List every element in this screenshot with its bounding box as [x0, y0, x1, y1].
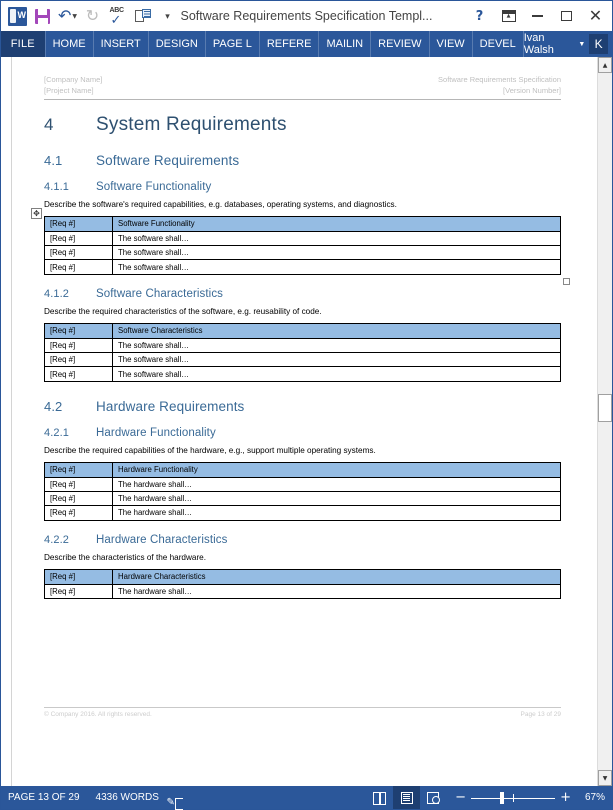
heading-4-2: [44, 399, 561, 414]
table-header-title: Software Functionality: [113, 217, 561, 231]
zoom-control: [455, 791, 605, 804]
heading-text-4-1: Software Requirements: [96, 152, 240, 168]
heading-number-4-2-2: 4.2.2: [44, 533, 69, 546]
heading-text-4-2-2: Hardware Characteristics: [96, 533, 228, 546]
status-bar-right: [366, 786, 605, 809]
requirements-table-software-functionality[interactable]: [44, 216, 561, 275]
table-resize-handle-icon[interactable]: [563, 278, 570, 285]
spelling-icon[interactable]: ABC ✓: [109, 7, 124, 28]
requirements-table-hardware-characteristics[interactable]: [44, 569, 561, 599]
heading-text-4-2: Hardware Requirements: [96, 398, 245, 414]
table-row[interactable]: [45, 367, 561, 381]
header-version-number: [Version Number]: [503, 85, 561, 95]
tab-review[interactable]: REVIEW: [371, 31, 429, 57]
vertical-scrollbar[interactable]: [597, 57, 612, 786]
customize-qat-icon[interactable]: ▾: [165, 10, 170, 21]
table-move-handle-icon[interactable]: ✥: [31, 208, 42, 219]
table-header-title: Hardware Functionality: [113, 463, 561, 477]
ribbon-tabs: [45, 31, 524, 57]
zoom-out-button[interactable]: −: [455, 790, 467, 805]
print-preview-icon[interactable]: [131, 5, 154, 27]
table-wrapper-4-1-1: [33, 208, 561, 275]
print-layout-view-button[interactable]: [393, 786, 420, 809]
page-edge-divider: [11, 57, 12, 786]
tab-mailings[interactable]: MAILIN: [319, 31, 371, 57]
table-header-title: Software Characteristics: [113, 324, 561, 338]
document-footer: [44, 707, 561, 718]
table-row[interactable]: [45, 491, 561, 505]
table-header-row: [45, 463, 561, 477]
document-page[interactable]: [22, 57, 583, 786]
body-text-4-1-1: Describe the software's required capabilities, e.g. databases, operating systems, and diagnostics.: [44, 199, 397, 209]
user-name-label[interactable]: Ivan Walsh: [523, 32, 554, 56]
heading-number-4-2-1: 4.2.1: [44, 426, 69, 439]
table-header-row: [45, 217, 561, 231]
table-row[interactable]: [45, 260, 561, 274]
heading-4-1-2: [44, 288, 561, 300]
heading-text-4: System Requirements: [96, 113, 287, 135]
document-canvas[interactable]: [11, 57, 597, 786]
table-row[interactable]: [45, 338, 561, 352]
status-bar: PAGE 13 OF 29 4336 WORDS ✎ − + 67%: [1, 786, 612, 809]
table-header-req: [Req #]: [45, 324, 113, 338]
left-margin-gutter: [1, 57, 11, 786]
table-cell-req[interactable]: [Req #]: [45, 338, 113, 352]
table-cell-text[interactable]: The software shall…: [113, 231, 561, 245]
zoom-slider[interactable]: [471, 792, 555, 804]
close-icon[interactable]: ✕: [588, 6, 603, 25]
scrollbar-thumb[interactable]: [598, 394, 612, 422]
table-cell-text[interactable]: The hardware shall…: [113, 491, 561, 505]
footer-page-number: Page 13 of 29: [520, 711, 561, 718]
heading-number-4-2: 4.2: [44, 398, 63, 414]
document-header: [44, 75, 561, 100]
scrollbar-track[interactable]: [598, 73, 612, 770]
table-row[interactable]: [45, 245, 561, 259]
document-work-area: [1, 57, 612, 786]
tab-references[interactable]: REFERE: [260, 31, 320, 57]
header-company-name: [Company Name]: [44, 75, 103, 84]
heading-number-4: 4: [44, 114, 54, 134]
page-title: [44, 114, 561, 136]
table-row[interactable]: [45, 506, 561, 520]
table-cell-req[interactable]: [Req #]: [45, 506, 113, 520]
heading-4-2-1: [44, 427, 561, 439]
heading-text-4-1-2: Software Characteristics: [96, 287, 224, 300]
table-wrapper-4-2-1: [44, 462, 561, 521]
table-header-row: [45, 324, 561, 338]
table-cell-text[interactable]: The hardware shall…: [113, 477, 561, 491]
heading-4-1-1: [44, 181, 561, 193]
table-row[interactable]: [45, 352, 561, 366]
heading-text-4-2-1: Hardware Functionality: [96, 426, 216, 439]
table-cell-text[interactable]: The hardware shall…: [113, 506, 561, 520]
undo-icon[interactable]: ↶ ▼: [57, 6, 78, 25]
quick-access-toolbar: [1, 5, 179, 27]
table-cell-text[interactable]: The software shall…: [113, 260, 561, 274]
table-header-req: [Req #]: [45, 217, 113, 231]
table-wrapper-4-1-2: [44, 323, 561, 382]
table-header-req: [Req #]: [45, 463, 113, 477]
table-cell-text[interactable]: The hardware shall…: [113, 584, 561, 598]
zoom-slider-thumb[interactable]: [500, 792, 504, 804]
body-text-4-1-2: Describe the required characteristics of the software, e.g. reusability of code.: [44, 306, 322, 316]
requirements-table-software-characteristics[interactable]: [44, 323, 561, 382]
avatar[interactable]: K: [589, 34, 608, 54]
read-mode-view-button[interactable]: [366, 786, 393, 809]
account-area: [524, 31, 612, 57]
heading-4-2-2: [44, 534, 561, 546]
tab-file[interactable]: FILE: [1, 31, 45, 57]
tab-view[interactable]: VIEW: [430, 31, 473, 57]
maximize-icon[interactable]: [552, 2, 581, 30]
body-text-4-2-2: Describe the characteristics of the hardware.: [44, 552, 207, 562]
table-cell-req[interactable]: [Req #]: [45, 231, 113, 245]
table-cell-text[interactable]: The software shall…: [113, 338, 561, 352]
table-cell-text[interactable]: The software shall…: [113, 245, 561, 259]
heading-number-4-1: 4.1: [44, 152, 63, 168]
table-cell-req[interactable]: [Req #]: [45, 491, 113, 505]
table-header-title: Hardware Characteristics: [113, 570, 561, 584]
table-row[interactable]: [45, 477, 561, 491]
window-controls: [465, 1, 612, 31]
web-layout-view-button[interactable]: [420, 786, 447, 809]
help-icon[interactable]: ?: [475, 8, 484, 24]
tab-developer[interactable]: DEVEL: [473, 31, 524, 57]
table-cell-text[interactable]: The software shall…: [113, 352, 561, 366]
table-header-row: [45, 570, 561, 584]
save-icon[interactable]: [31, 5, 54, 27]
body-text-4-2-1: Describe the required capabilities of the hardware, e.g., support multiple operating systems.: [44, 445, 376, 455]
window-title: Software Requirements Specification Templ...: [180, 9, 433, 23]
heading-number-4-1-1: 4.1.1: [44, 180, 69, 193]
table-cell-req[interactable]: [Req #]: [45, 352, 113, 366]
table-header-req: [Req #]: [45, 570, 113, 584]
heading-text-4-1-1: Software Functionality: [96, 180, 212, 193]
tab-insert[interactable]: INSERT: [94, 31, 149, 57]
heading-number-4-1-2: 4.1.2: [44, 287, 69, 300]
tab-page-layout[interactable]: PAGE L: [206, 31, 260, 57]
page-indicator[interactable]: PAGE 13 OF 29: [8, 792, 80, 803]
table-cell-text[interactable]: The software shall…: [113, 367, 561, 381]
table-wrapper-4-2-2: [44, 569, 561, 599]
table-cell-req[interactable]: [Req #]: [45, 245, 113, 259]
footer-copyright: © Company 2016. All rights reserved.: [44, 711, 152, 718]
minimize-icon[interactable]: [523, 2, 552, 30]
header-doc-title: Software Requirements Specification: [438, 75, 561, 84]
table-cell-req[interactable]: [Req #]: [45, 477, 113, 491]
scroll-down-icon[interactable]: ▼: [598, 770, 612, 786]
tab-home[interactable]: HOME: [45, 31, 94, 57]
ribbon-display-options-icon[interactable]: [494, 2, 523, 30]
ribbon-tab-bar: [1, 31, 612, 57]
table-cell-req[interactable]: [Req #]: [45, 367, 113, 381]
tab-design[interactable]: DESIGN: [149, 31, 206, 57]
header-project-name: [Project Name]: [44, 85, 94, 95]
zoom-in-button[interactable]: +: [560, 790, 571, 805]
word-app-icon[interactable]: W: [6, 5, 29, 27]
requirements-table-hardware-functionality[interactable]: [44, 462, 561, 521]
zoom-level-label[interactable]: 67%: [584, 792, 605, 803]
heading-4-1: [44, 153, 561, 168]
scroll-up-icon[interactable]: ▲: [598, 57, 612, 73]
zoom-slider-midpoint: [513, 794, 514, 802]
word-count-indicator[interactable]: 4336 WORDS: [95, 792, 159, 803]
table-row[interactable]: [45, 231, 561, 245]
table-cell-req[interactable]: [Req #]: [45, 260, 113, 274]
redo-icon[interactable]: ↻: [85, 6, 100, 25]
table-cell-req[interactable]: [Req #]: [45, 584, 113, 598]
table-row[interactable]: [45, 584, 561, 598]
title-bar: [1, 1, 612, 31]
chevron-down-icon[interactable]: ▼: [578, 40, 586, 48]
